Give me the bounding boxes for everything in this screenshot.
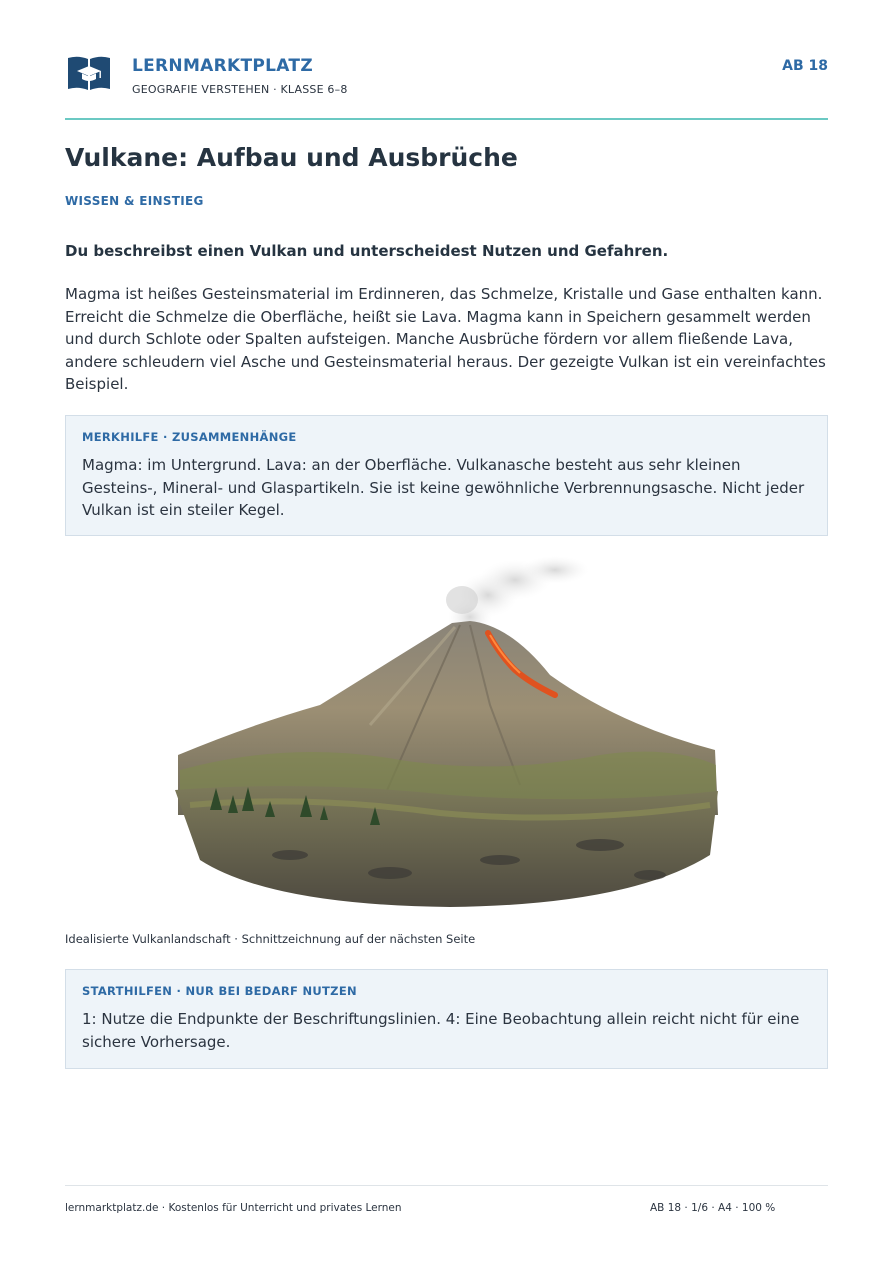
hint-box-title: MERKHILFE · ZUSAMMENHÄNGE bbox=[82, 430, 297, 444]
footer-page-info: AB 18 · 1/6 · A4 · 100 % bbox=[650, 1202, 776, 1214]
footer-site-info: lernmarktplatz.de · Kostenlos für Unterricht und privates Lernen bbox=[65, 1202, 402, 1214]
help-box-title: STARTHILFEN · NUR BEI BEDARF NUTZEN bbox=[82, 984, 357, 998]
header-divider bbox=[65, 118, 828, 120]
image-caption: Idealisierte Vulkanlandschaft · Schnittzeichnung auf der nächsten Seite bbox=[65, 932, 476, 946]
book-graduation-cap-icon bbox=[67, 54, 111, 92]
hint-box bbox=[65, 415, 828, 536]
hint-box-text: Magma: im Untergrund. Lava: an der Oberfläche. Vulkanasche besteht aus sehr kleinen Gesteins-, Mineral- und Glaspartikeln. Sie ist keine gewöhnliche Verbrennungsasche. Nicht jeder Vulkan ist ein steiler Kegel. bbox=[82, 456, 805, 519]
brand-name: LERNMARKTPLATZ bbox=[132, 56, 313, 76]
page-title: Vulkane: Aufbau und Ausbrüche bbox=[65, 143, 518, 172]
section-label: WISSEN & EINSTIEG bbox=[65, 194, 204, 208]
learning-goal: Du beschreibst einen Vulkan und unterscheidest Nutzen und Gefahren. bbox=[65, 242, 669, 260]
help-box bbox=[65, 969, 828, 1069]
brand-subtitle: GEOGRAFIE VERSTEHEN · KLASSE 6–8 bbox=[132, 83, 348, 96]
sheet-code: AB 18 bbox=[782, 58, 828, 74]
volcano-landscape-illustration bbox=[170, 555, 722, 923]
intro-paragraph: Magma ist heißes Gesteinsmaterial im Erdinneren, das Schmelze, Kristalle und Gase enthalten kann. Erreicht die Schmelze die Oberfläche, heißt sie Lava. Magma kann in Speichern gesammelt werden und durch Schlote oder Spalten aufsteigen. Manche Ausbrüche fördern vor allem fließende Lava, andere schleudern viel Asche und Gesteinsmaterial heraus. Der gezeigte Vulkan ist ein vereinfachtes Beispiel. bbox=[65, 285, 826, 393]
page-header bbox=[65, 50, 828, 100]
footer-divider bbox=[65, 1185, 828, 1186]
help-box-text: 1: Nutze die Endpunkte der Beschriftungslinien. 4: Eine Beobachtung allein reicht nicht für eine sichere Vorhersage. bbox=[82, 1010, 800, 1051]
